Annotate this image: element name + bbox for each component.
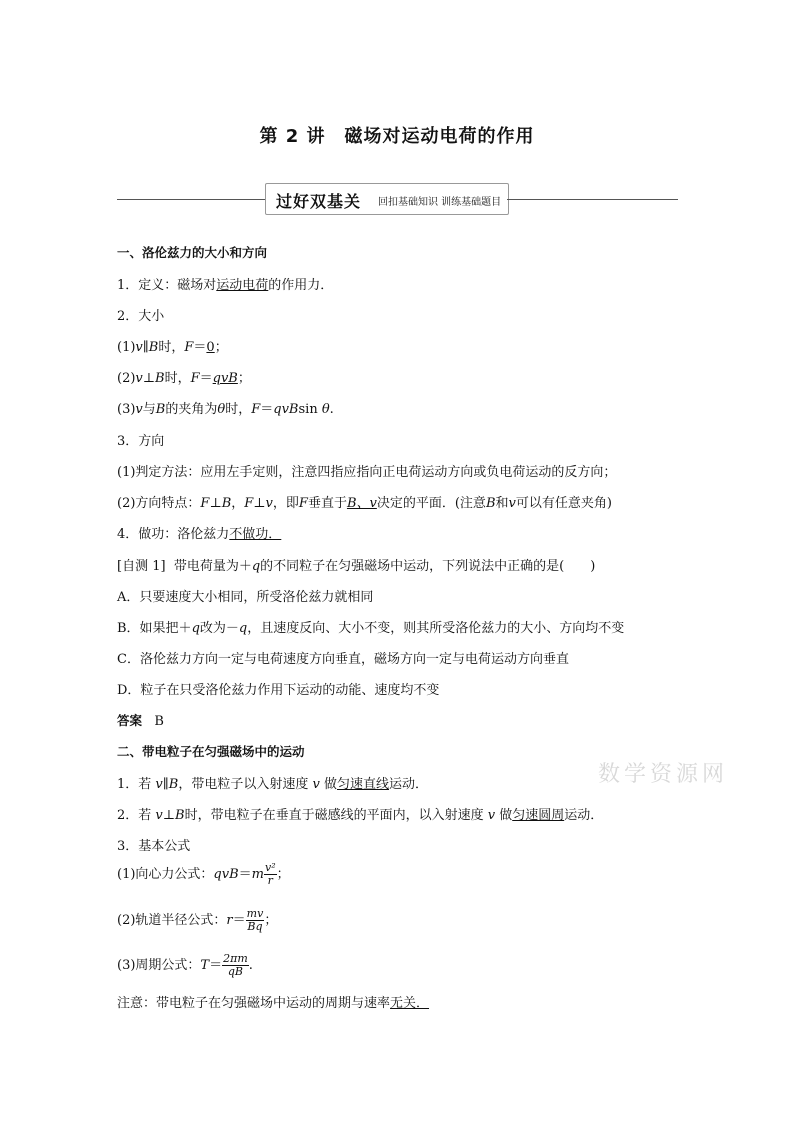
fraction: $\frac{\text{v²}}{r}$ bbox=[265, 861, 276, 887]
work-line: 4．做功：洛伦兹力不做功． bbox=[117, 527, 282, 542]
section-banner bbox=[117, 183, 678, 215]
magnitude-case-1: (1)v∥B时，F＝0； bbox=[117, 340, 228, 355]
banner-rule-right bbox=[507, 199, 678, 200]
magnitude-case-2: (2)v⊥B时，F＝qvB； bbox=[117, 371, 251, 386]
quiz-option-a: A．只要速度大小相同，所受洛伦兹力就相同 bbox=[117, 590, 374, 605]
quiz-option-b: B．如果把＋q改为－q，且速度反向、大小不变，则其所受洛伦兹力的大小、方向均不变 bbox=[117, 621, 625, 636]
quiz-option-c: C．洛伦兹力方向一定与电荷速度方向垂直，磁场方向一定与电荷运动方向垂直 bbox=[117, 652, 569, 667]
formula-period: (3)周期公式：T＝ $\frac{2\pi m}{qB}$ . bbox=[117, 952, 253, 978]
fraction: $\frac{2\pi m}{qB}$ bbox=[223, 952, 248, 978]
quiz-answer: 答案 B bbox=[117, 713, 164, 729]
answer-blank: 匀速直线 bbox=[336, 777, 389, 792]
formulas-heading: 3．基本公式 bbox=[117, 839, 191, 854]
direction-heading: 3．方向 bbox=[117, 434, 165, 449]
banner-sub-label: 回扣基础知识 训练基础题目 bbox=[378, 197, 502, 208]
answer-blank: qvB bbox=[212, 371, 238, 386]
answer-blank: 0 bbox=[206, 340, 215, 355]
banner-box bbox=[265, 183, 509, 215]
watermark: 数学资源网 bbox=[598, 762, 729, 787]
banner-rule-left bbox=[117, 199, 265, 200]
formula-centripetal: (1)向心力公式：qvB＝m $\frac{\text{v²}}{r}$ ； bbox=[117, 861, 290, 887]
section1-heading: 一、洛伦兹力的大小和方向 bbox=[117, 245, 268, 260]
magnitude-heading: 2．大小 bbox=[117, 309, 165, 324]
answer-blank: 匀速圆周 bbox=[512, 808, 565, 823]
quiz-question: [自测 1] 带电荷量为＋q的不同粒子在匀强磁场中运动，下列说法中正确的是( ) bbox=[117, 559, 596, 574]
motion-case-parallel: 1．若 v∥B，带电粒子以入射速度 v 做匀速直线运动． bbox=[117, 777, 429, 792]
direction-rule: (1)判定方法：应用左手定则，注意四指应指向正电荷运动方向或负电荷运动的反方向； bbox=[117, 465, 617, 480]
section2-heading: 二、带电粒子在匀强磁场中的运动 bbox=[117, 744, 305, 759]
period-note: 注意：带电粒子在匀强磁场中运动的周期与速率无关． bbox=[117, 996, 430, 1011]
page-title: 第 2 讲 磁场对运动电荷的作用 bbox=[259, 126, 535, 147]
definition-line: 1．定义：磁场对运动电荷的作用力． bbox=[117, 278, 334, 293]
answer-blank: 无关． bbox=[390, 996, 430, 1011]
direction-feature: (2)方向特点：F⊥B，F⊥v，即F垂直于B、v决定的平面．(注意B和v可以有任意夹角) bbox=[117, 496, 612, 511]
quiz-label: [自测 1] bbox=[117, 559, 166, 574]
answer-blank: B、v bbox=[346, 496, 377, 511]
answer-blank: 不做功． bbox=[229, 527, 282, 542]
formula-radius: (2)轨道半径公式：r＝ $\frac{mv}{Bq}$ ； bbox=[117, 907, 278, 933]
motion-case-perpendicular: 2．若 v⊥B时，带电粒子在垂直于磁感线的平面内，以入射速度 v 做匀速圆周运动． bbox=[117, 808, 604, 823]
fraction: $\frac{mv}{Bq}$ bbox=[246, 907, 264, 933]
banner-main-label: 过好双基关 bbox=[276, 192, 362, 211]
quiz-option-d: D．粒子在只受洛伦兹力作用下运动的动能、速度均不变 bbox=[117, 683, 440, 698]
magnitude-case-3: (3)v与B的夹角为θ时，F＝qvBsin θ. bbox=[117, 402, 334, 417]
answer-blank: 运动电荷 bbox=[216, 278, 269, 293]
